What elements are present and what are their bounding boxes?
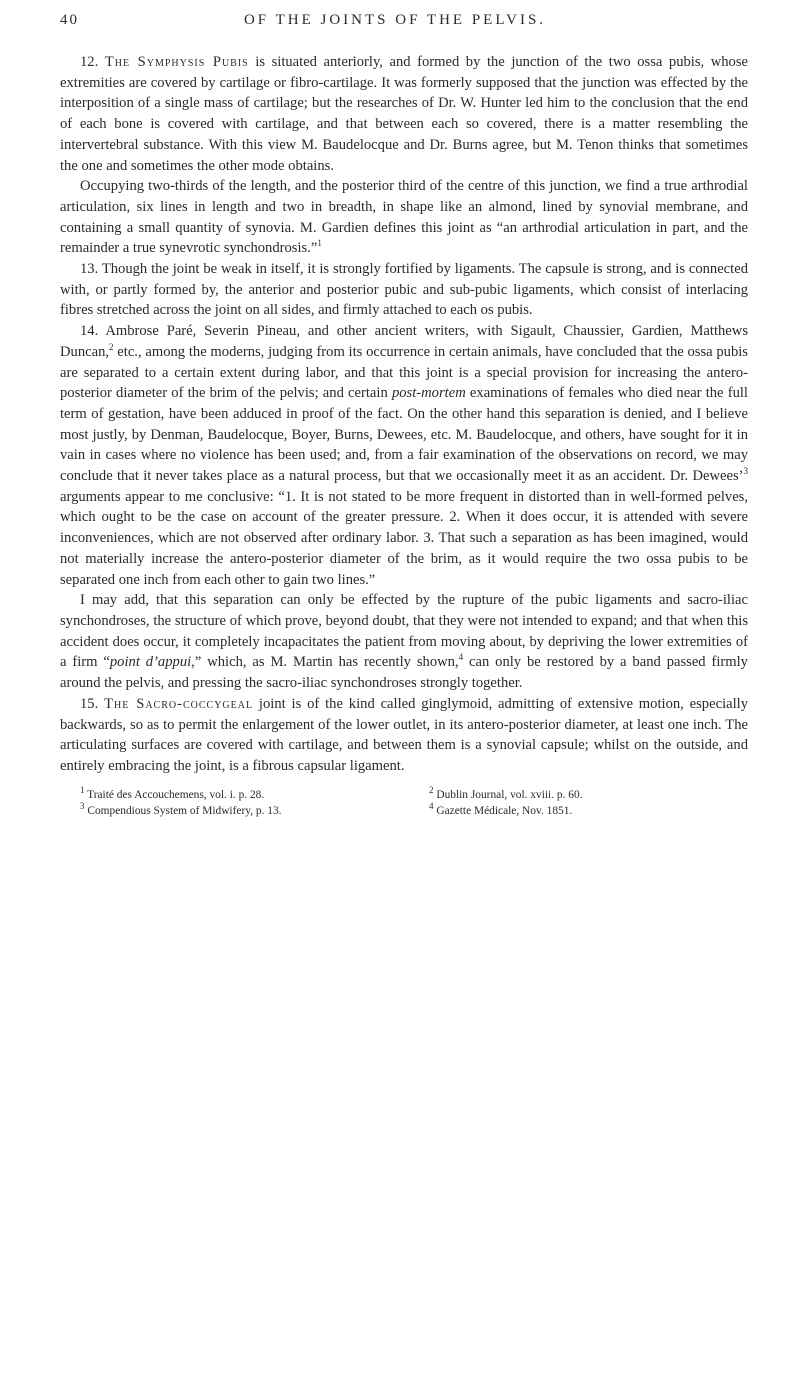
footnote-text: Gazette Médicale, Nov. 1851. — [436, 804, 573, 817]
footnote — [409, 784, 748, 803]
footnote-mark: 4 — [429, 800, 434, 811]
running-title: OF THE JOINTS OF THE PELVIS. — [243, 12, 547, 28]
paragraph-13 — [60, 259, 748, 321]
section-number: 14. — [80, 323, 99, 340]
footnote-text: Traité des Accouchemens, vol. i. p. 28. — [87, 788, 265, 801]
italic-term: point d’appui — [109, 654, 192, 671]
italic-term: post-mortem — [391, 385, 466, 402]
page-number: 40 — [60, 12, 79, 28]
paragraph-text: examinations of females who died near the full term of gestation, have been adduced in proof of the fact. On the other hand this separation is denied, and I believe most justly, by Denman, Baudelocque, Boyer, Burns, Dewees, etc. M. Baudelocque, and others, have sought for it in vain in cases where no violence has been used; and, from a fair examination of the observations on record, we may conclude that it never takes place as a natural process, but that we occasionally meet it as an accident. Dr. Dewees’ — [60, 385, 748, 485]
page — [60, 12, 748, 819]
paragraph-text: joint is of the kind called ginglymoid, admitting of extensive motion, especially backwards, so as to permit the enlargement of the lower outlet, in its antero-posterior diameter, at least one inch. The articulating surfaces are covered with cartilage, and between them is a synovial capsule; whilst on the outside, and entirely embracing the joint, is a fibrous capsular ligament. — [60, 695, 749, 774]
section-heading: The Sacro-coccygeal — [104, 695, 254, 712]
paragraph-text: can only be restored by a band passed firmly around the pelvis, and pressing the sacro-iliac synchondroses strongly together. — [60, 654, 748, 692]
footnote-mark: 1 — [80, 784, 85, 795]
paragraph-12-continued — [60, 176, 748, 259]
running-header — [60, 12, 748, 52]
footnote-ref: 2 — [109, 341, 114, 352]
footnote-mark: 3 — [80, 800, 85, 811]
paragraph-text: arguments appear to me conclusive: “1. It is not stated to be more frequent in distorted than in well-formed pelves, which ought to be the case on account of the greater pressure. 2. When it does occur, it is attended with severe inconveniences, which are not observed after ordinary labor. 3. That such a separation as has been imagined, would not materially increase the antero-posterior diameter of the brim, as it would require the two ossa pubis to be separated one inch from each other to gain two lines.” — [60, 488, 748, 588]
paragraph-text: Though the joint be weak in itself, it is strongly fortified by ligaments. The capsule is strong, and is connected with, or partly formed by, the anterior and posterior pubic and sub-pubic ligaments, which consist of interlacing fibres stretched across the joint on all sides, and firmly attached to each os pubis. — [60, 261, 748, 319]
footnote — [409, 800, 748, 819]
paragraph-14-continued — [60, 590, 748, 694]
paragraph-text: etc., among the moderns, judging from its occurrence in certain animals, have concluded that the ossa pubis are separated to a certain extent during labor, and that this joint is a special provision for increasing the antero-posterior diameter of the brim of the pelvis; and certain — [60, 343, 748, 402]
paragraph-text: Occupying two-thirds of the length, and the posterior third of the centre of this junction, we find a true arthrodial articulation, six lines in length and two in breadth, in shape like an almond, lined by synovial membrane, and containing a small quantity of synovia. M. Gardien defines this joint as “an arthrodial articulation in part, and the remainder a true synevrotic synchondrosis.” — [60, 178, 748, 257]
footnote-ref: 4 — [458, 652, 464, 663]
section-heading: The Symphysis Pubis — [104, 54, 249, 70]
footnote-text: Compendious System of Midwifery, p. 13. — [87, 804, 282, 817]
paragraph-text: ,” which, as M. Martin has recently shown, — [191, 654, 459, 671]
paragraph-12 — [60, 52, 748, 176]
footnote-ref: 3 — [743, 466, 748, 477]
footnote-mark: 2 — [429, 784, 434, 795]
section-number: 13. — [80, 261, 99, 278]
footnotes — [60, 784, 748, 819]
body-text — [60, 52, 748, 777]
footnote-text: Dublin Journal, vol. xviii. p. 60. — [436, 788, 583, 801]
paragraph-14 — [60, 321, 748, 590]
section-number: 12. — [80, 54, 99, 70]
footnote-ref: 1 — [317, 238, 322, 249]
section-number: 15. — [80, 695, 99, 712]
footnote — [60, 800, 399, 819]
footnote — [60, 784, 399, 803]
paragraph-15 — [60, 694, 748, 777]
paragraph-text: I may add, that this separation can only be effected by the rupture of the pubic ligaments and sacro-iliac synchondroses, the structure of which prove, beyond doubt, that they were not intended to expand; and that when this accident does occur, it completely incapacitates the patient from moving about, by depriving the lower extremities of a firm “ — [60, 592, 748, 671]
paragraph-text: Ambrose Paré, Severin Pineau, and other ancient writers, with Sigault, Chaussier, Gardien, Matthews Duncan, — [60, 323, 748, 360]
paragraph-text: is situated anteriorly, and formed by the junction of the two ossa pubis, whose extremities are covered by cartilage or fibro-cartilage. It was formerly supposed that the junction was effected by the interposition of a single mass of cartilage; but the researches of Dr. W. Hunter led him to the conclusion that the end of each bone is covered with cartilage, and that between each so covered, there is a matter resembling the intervertebral substance. With this view M. Baudelocque and Dr. Burns agree, but M. Tenon thinks that sometimes the one and sometimes the other mode obtains. — [60, 54, 749, 174]
